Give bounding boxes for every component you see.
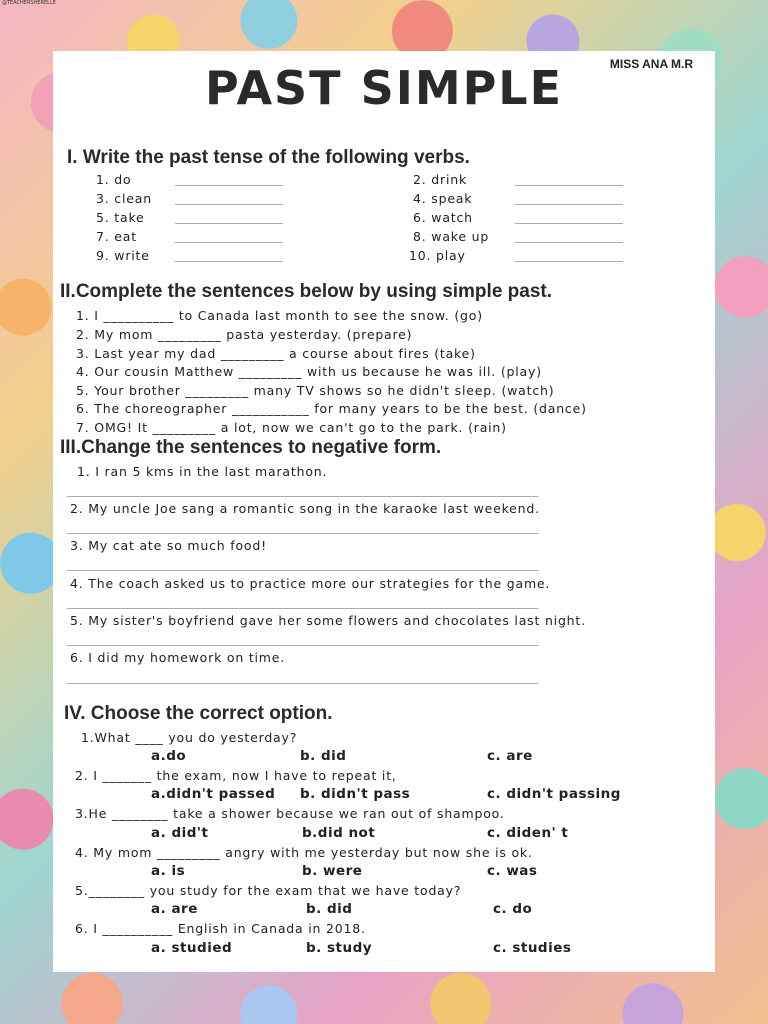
section2-heading: II.Complete the sentences below by using simple past. (60, 281, 553, 302)
question-item: 1.What ____ you do yesterday? (81, 730, 298, 745)
answer-line[interactable]: ______________________________________________________________________ (67, 557, 538, 571)
verb-blank[interactable]: ________________ (515, 248, 623, 262)
option-b[interactable]: b. were (302, 863, 363, 879)
answer-line[interactable]: ______________________________________________________________________ (67, 595, 538, 609)
sentence-item: 4. The coach asked us to practice more our strategies for the game. (70, 576, 551, 591)
section4-heading: IV. Choose the correct option. (64, 703, 333, 724)
option-a[interactable]: a.didn't passed (151, 786, 276, 802)
verb-item: 8. wake up (413, 229, 490, 244)
verb-blank[interactable]: ________________ (175, 210, 283, 224)
answer-line[interactable]: ______________________________________________________________________ (67, 520, 538, 534)
sentence-item: 5. My sister's boyfriend gave her some flowers and chocolates last night. (70, 613, 586, 628)
sentence-item: 3. Last year my dad _________ a course about fires (take) (76, 346, 476, 361)
answer-line[interactable]: ______________________________________________________________________ (67, 632, 538, 646)
option-a[interactable]: a.do (151, 748, 187, 764)
option-c[interactable]: c. didn't passing (487, 786, 621, 802)
verb-item: 5. take (96, 210, 145, 225)
question-item: 6. I __________ English in Canada in 2018. (75, 921, 366, 936)
option-c[interactable]: c. are (487, 748, 533, 764)
answer-line[interactable]: ______________________________________________________________________ (67, 483, 538, 497)
option-c[interactable]: c. studies (493, 940, 572, 956)
option-a[interactable]: a. did't (151, 825, 209, 841)
sentence-item: 5. Your brother _________ many TV shows so he didn't sleep. (watch) (76, 383, 555, 398)
verb-blank[interactable]: ________________ (175, 229, 283, 243)
option-b[interactable]: b. didn't pass (300, 786, 411, 802)
verb-blank[interactable]: ________________ (515, 191, 623, 205)
answer-line[interactable]: ______________________________________________________________________ (67, 670, 538, 684)
option-a[interactable]: a. is (151, 863, 186, 879)
question-item: 2. I _______ the exam, now I have to repeat it, (75, 768, 397, 783)
option-b[interactable]: b. did (300, 748, 347, 764)
sentence-item: 7. OMG! It _________ a lot, now we can't go to the park. (rain) (76, 420, 507, 435)
verb-blank[interactable]: ________________ (175, 172, 283, 186)
sentence-item: 4. Our cousin Matthew _________ with us because he was ill. (play) (76, 364, 542, 379)
option-b[interactable]: b. study (306, 940, 373, 956)
option-a[interactable]: a. are (151, 901, 198, 917)
sentence-item: 6. I did my homework on time. (70, 650, 286, 665)
page-title: PAST SIMPLE (204, 61, 564, 115)
sentence-item: 2. My mom _________ pasta yesterday. (prepare) (76, 327, 413, 342)
author-label: MISS ANA M.R (609, 57, 693, 71)
sentence-item: 1. I ran 5 kms in the last marathon. (77, 464, 328, 479)
verb-item: 9. write (96, 248, 150, 263)
option-b[interactable]: b. did (306, 901, 353, 917)
verb-blank[interactable]: ________________ (175, 191, 283, 205)
verb-item: 3. clean (96, 191, 152, 206)
corner-watermark: @TEACHERSHERELLE (2, 0, 56, 6)
verb-item: 7. eat (96, 229, 137, 244)
sentence-item: 1. I __________ to Canada last month to see the snow. (go) (76, 308, 483, 323)
option-a[interactable]: a. studied (151, 940, 233, 956)
sentence-item: 2. My uncle Joe sang a romantic song in the karaoke last weekend. (70, 501, 540, 516)
sentence-item: 6. The choreographer ___________ for many years to be the best. (dance) (76, 401, 587, 416)
verb-item: 4. speak (413, 191, 473, 206)
question-item: 4. My mom _________ angry with me yesterday but now she is ok. (75, 845, 533, 860)
option-b[interactable]: b.did not (302, 825, 376, 841)
worksheet (53, 51, 715, 972)
verb-item: 6. watch (413, 210, 473, 225)
question-item: 3.He ________ take a shower because we ran out of shampoo. (75, 806, 505, 821)
verb-item: 2. drink (413, 172, 468, 187)
verb-blank[interactable]: ________________ (515, 229, 623, 243)
verb-item: 1. do (96, 172, 132, 187)
question-item: 5.________ you study for the exam that we have today? (75, 883, 462, 898)
option-c[interactable]: c. diden' t (487, 825, 569, 841)
section3-heading: III.Change the sentences to negative form. (60, 437, 442, 458)
sentence-item: 3. My cat ate so much food! (70, 538, 267, 553)
verb-blank[interactable]: ________________ (515, 172, 623, 186)
option-c[interactable]: c. was (487, 863, 538, 879)
verb-blank[interactable]: ________________ (515, 210, 623, 224)
verb-item: 10. play (409, 248, 466, 263)
section1-heading: I. Write the past tense of the following verbs. (67, 147, 470, 168)
verb-blank[interactable]: ________________ (175, 248, 283, 262)
option-c[interactable]: c. do (493, 901, 533, 917)
